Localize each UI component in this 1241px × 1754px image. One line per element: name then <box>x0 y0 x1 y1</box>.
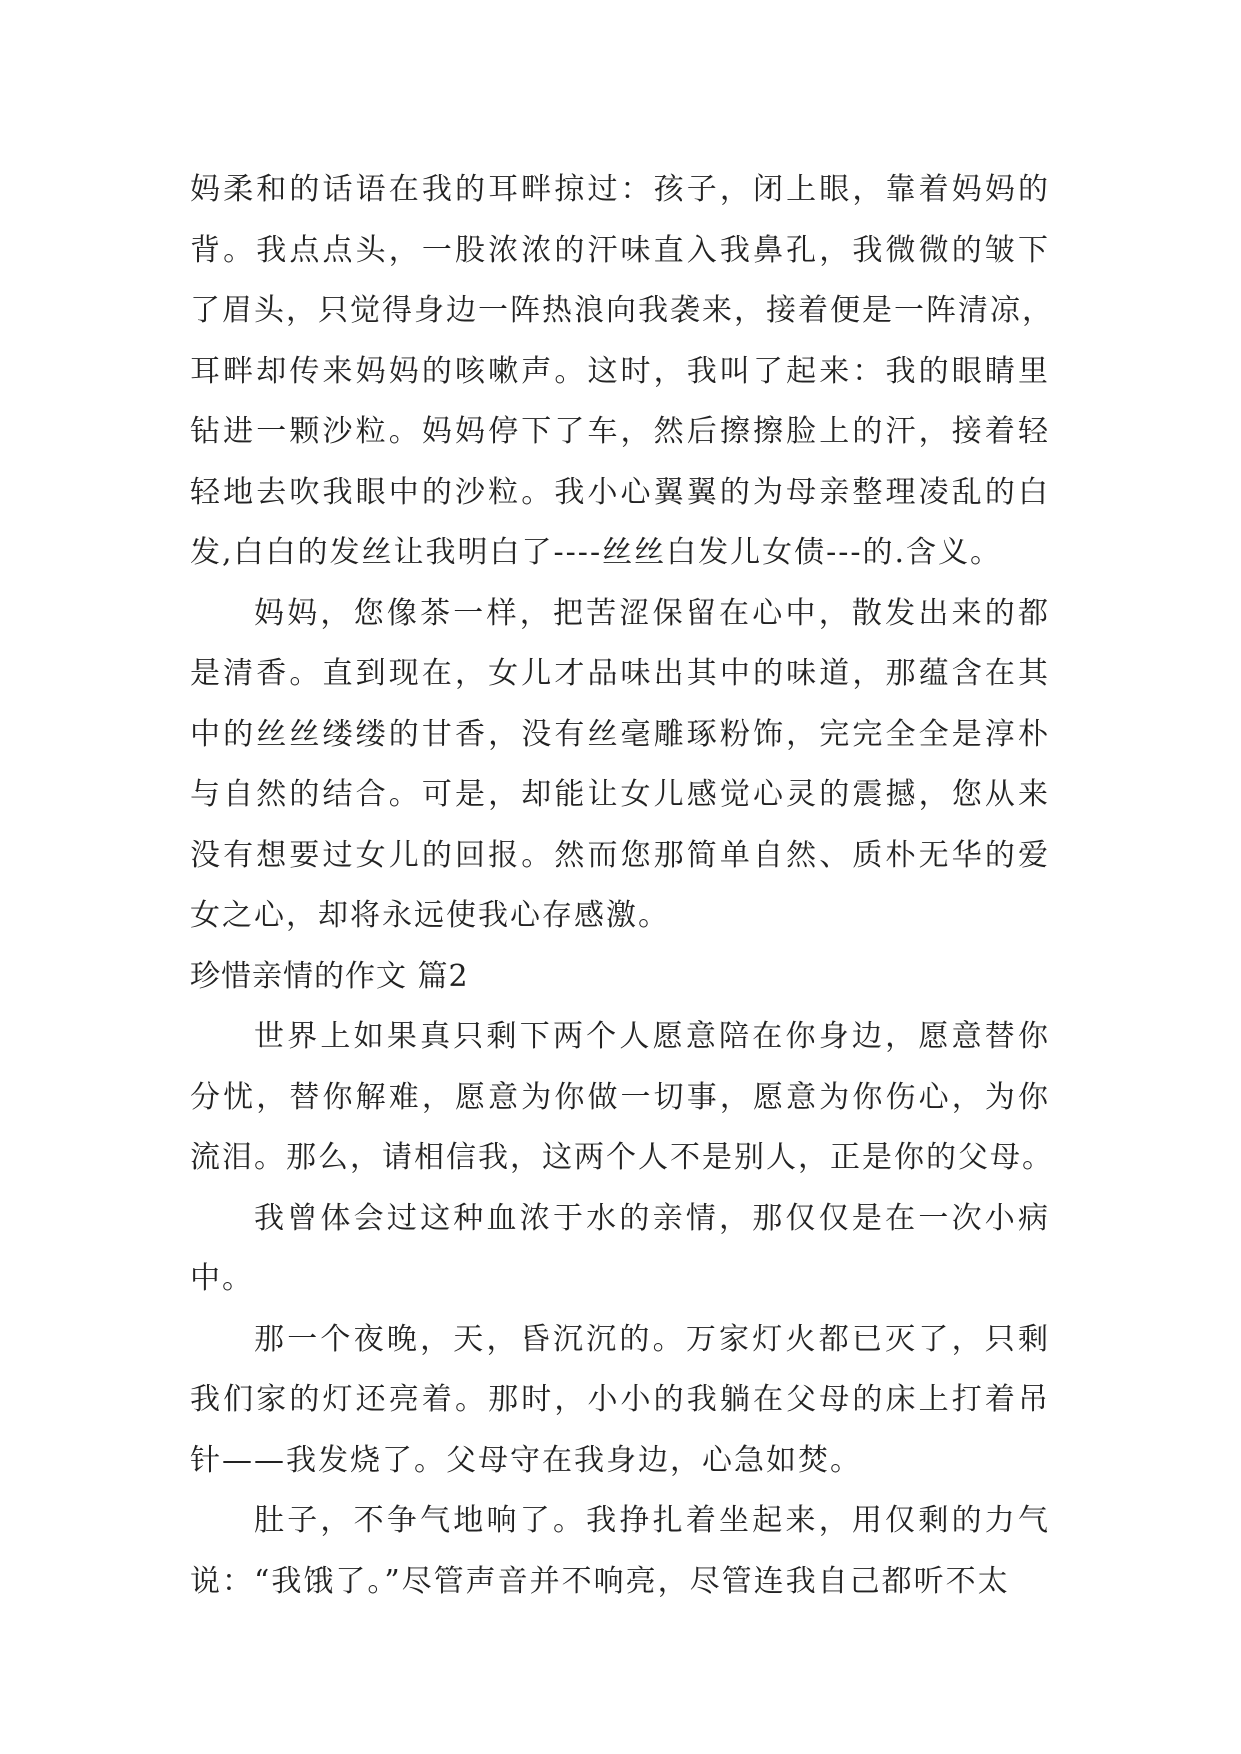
paragraph <box>190 160 1054 584</box>
text-line: 说：“我饿了。”尽管声音并不响亮，尽管连我自己都听不太 <box>190 1563 1010 1599</box>
text-line: 分忧，替你解难，愿意为你做一切事，愿意为你伤心，为你 <box>190 1079 1050 1115</box>
text-line: 发,白白的发丝让我明白了----丝丝白发儿女债---的.含义。 <box>190 535 1003 570</box>
text-line: 我们家的灯还亮着。那时，小小的我躺在父母的床上打着吊 <box>190 1382 1050 1417</box>
document-body <box>190 160 1054 1612</box>
text-line: 与自然的结合。可是，却能让女儿感觉心灵的震撼，您从来 <box>190 777 1050 812</box>
text-line: 妈柔和的话语在我的耳畔掠过：孩子，闭上眼，靠着妈妈的 <box>190 172 1050 207</box>
text-line: 流泪。那么，请相信我，这两个人不是别人，正是你的父母。 <box>190 1140 1054 1175</box>
text-line: 女之心，却将永远使我心存感激。 <box>190 898 670 933</box>
text-line: 中的丝丝缕缕的甘香，没有丝毫雕琢粉饰，完完全全是淳朴 <box>190 716 1050 752</box>
text-line: 那一个夜晚，天，昏沉沉的。万家灯火都已灭了，只剩 <box>254 1321 1050 1357</box>
text-line: 耳畔却传来妈妈的咳嗽声。这时，我叫了起来：我的眼睛里 <box>190 353 1050 389</box>
paragraph <box>190 1491 1050 1612</box>
text-line: 了眉头，只觉得身边一阵热浪向我袭来，接着便是一阵清凉， <box>190 293 1054 328</box>
text-line: 背。我点点头，一股浓浓的汗味直入我鼻孔，我微微的皱下 <box>190 232 1050 268</box>
text-line: 钻进一颗沙粒。妈妈停下了车，然后擦擦脸上的汗，接着轻 <box>190 414 1050 449</box>
paragraph <box>190 1007 1054 1189</box>
paragraph <box>190 1310 1050 1492</box>
text-line: 轻地去吹我眼中的沙粒。我小心翼翼的为母亲整理凌乱的白 <box>190 474 1050 510</box>
paragraph <box>190 1189 1050 1310</box>
text-line: 没有想要过女儿的回报。然而您那简单自然、质朴无华的爱 <box>190 837 1050 873</box>
section-heading: 珍惜亲情的作文 篇2 <box>190 958 469 994</box>
text-line: 肚子，不争气地响了。我挣扎着坐起来，用仅剩的力气 <box>254 1503 1050 1538</box>
text-line: 是清香。直到现在，女儿才品味出其中的味道，那蕴含在其 <box>190 656 1050 691</box>
text-line: 世界上如果真只剩下两个人愿意陪在你身边，愿意替你 <box>254 1019 1050 1054</box>
text-line: 针——我发烧了。父母守在我身边，心急如焚。 <box>190 1442 862 1478</box>
paragraph <box>190 584 1050 947</box>
text-line: 中。 <box>190 1261 254 1296</box>
text-line: 妈妈，您像茶一样，把苦涩保留在心中，散发出来的都 <box>254 595 1050 631</box>
text-line: 我曾体会过这种血浓于水的亲情，那仅仅是在一次小病 <box>254 1200 1050 1236</box>
